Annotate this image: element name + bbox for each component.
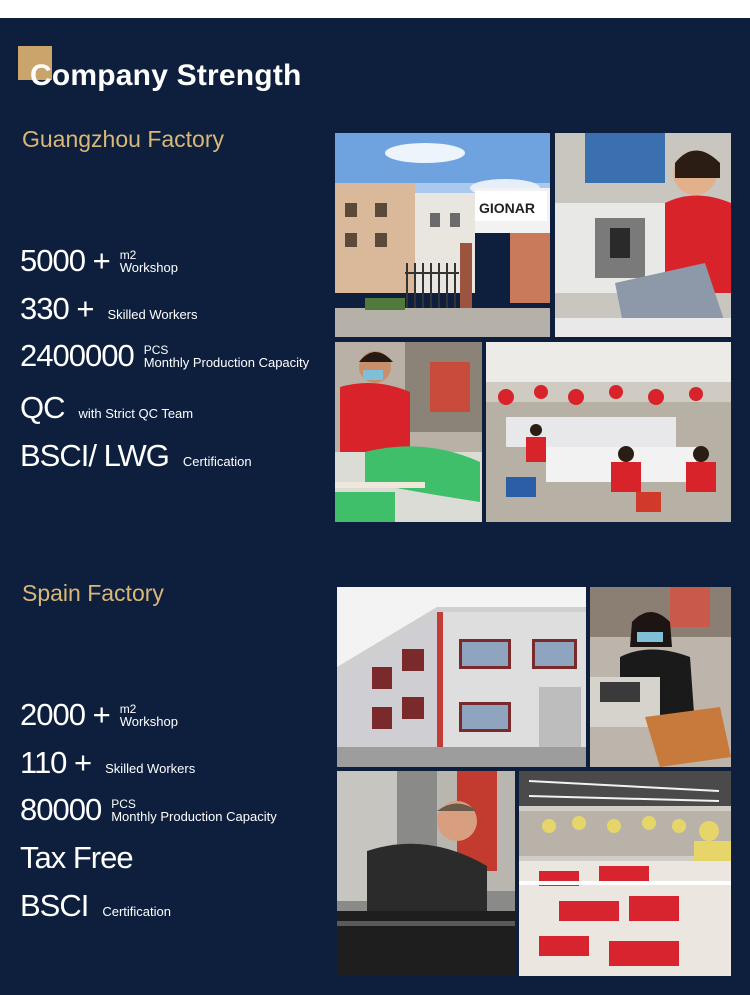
stat-value: 5000 + [20,243,110,278]
photo-factory-building [334,132,551,338]
company-strength-panel [0,18,750,995]
stat-label: Certification [182,454,252,469]
stat-value: Tax Free [20,840,133,875]
stat-workers [20,292,198,326]
stat-workshop [20,698,178,732]
stat-qc [20,391,193,425]
stat-value: 330 + [20,291,94,326]
page-title: Company Strength [30,59,302,92]
stat-label: Workshop [119,260,178,275]
stat-unit: PCS [111,797,136,811]
stat-label: Certification [102,904,171,919]
stat-label: Monthly Production Capacity [111,809,277,824]
stat-workers [20,746,195,780]
photo-spain-sewing [589,586,732,768]
stat-unit: m2 [119,248,137,262]
factory-title-spain: Spain Factory [22,580,164,606]
stat-certification [20,889,171,923]
factory-title-guangzhou: Guangzhou Factory [22,126,225,152]
photo-sewing-machine [554,132,732,338]
stat-label: Workshop [119,714,178,729]
stat-value: 2400000 [20,338,134,373]
stat-unit: PCS [143,343,169,357]
stat-value: 2000 + [20,697,110,732]
stat-tax-free [20,841,133,875]
stat-label: Monthly Production Capacity [143,355,310,370]
stat-value: 80000 [20,792,102,827]
stat-value: BSCI [20,888,89,923]
stat-certification [20,439,252,473]
stat-label: Skilled Workers [105,761,196,776]
stat-label: Skilled Workers [107,307,198,322]
stat-label: with Strict QC Team [78,406,194,421]
stat-capacity [20,793,277,827]
photo-spain-building [336,586,587,768]
photo-spain-workshop [518,770,732,977]
photo-production-floor [485,341,732,523]
stat-unit: m2 [119,702,137,716]
stat-value: 110 + [20,745,92,780]
stat-value: QC [20,390,65,425]
stat-value: BSCI/ LWG [20,438,169,473]
photo-leather-cutting [334,341,483,523]
stat-capacity [20,339,309,373]
stat-workshop [20,244,178,278]
photo-spain-cutting [336,770,516,977]
factory-sign-text: GIONAR [479,200,535,216]
